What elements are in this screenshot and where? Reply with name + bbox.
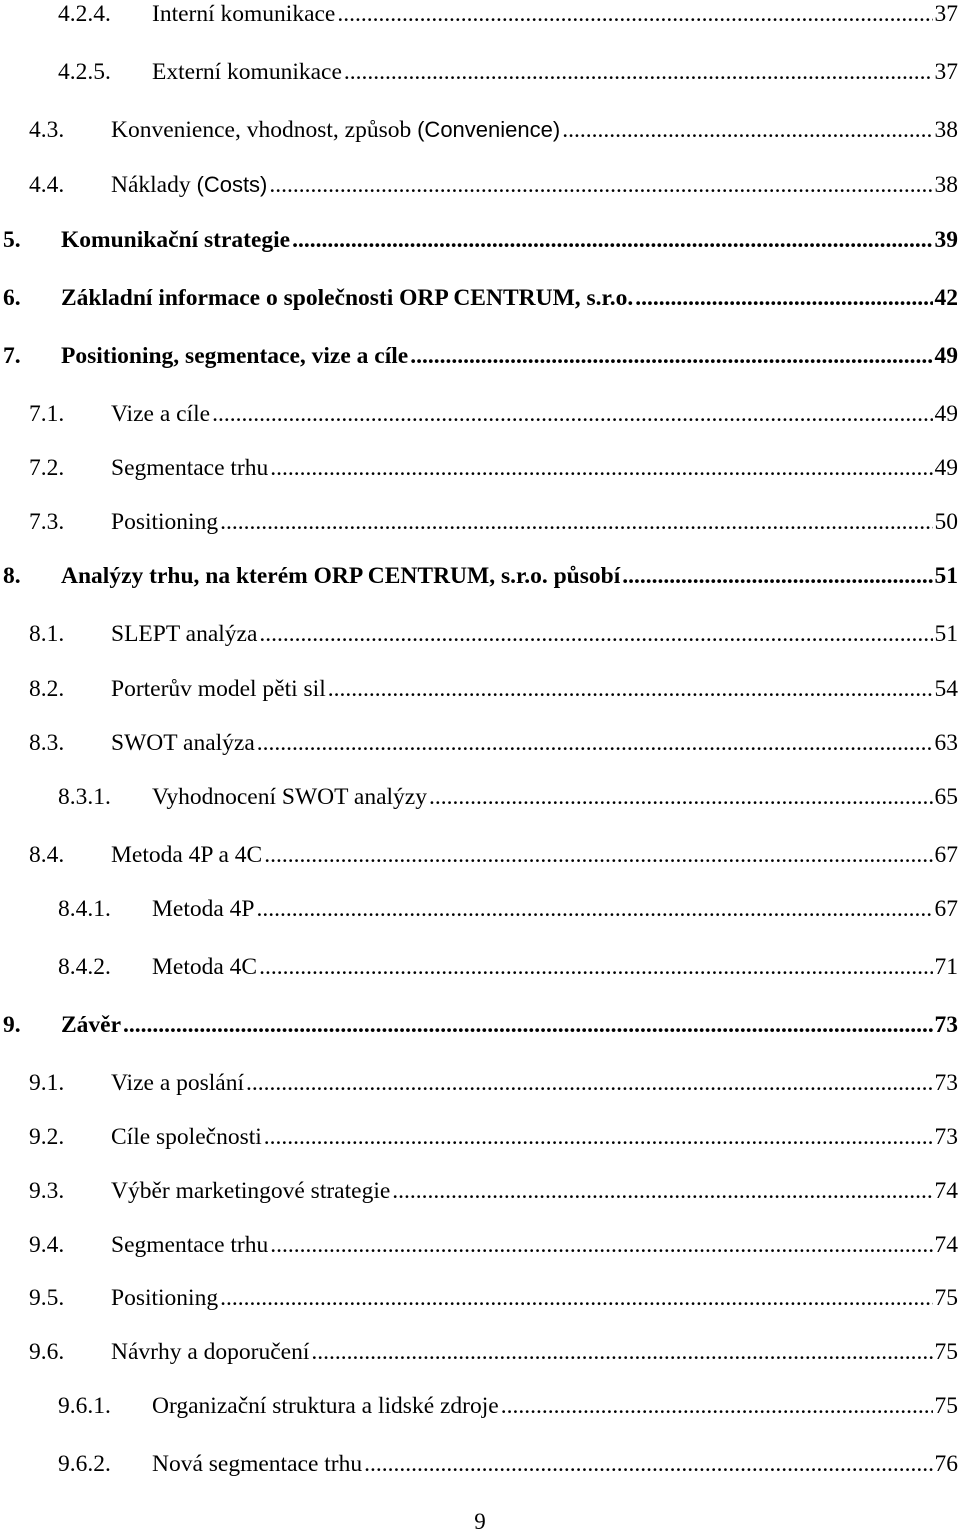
toc-entry-title: Vyhodnocení SWOT analýzy <box>152 783 427 811</box>
toc-entry-title: Základní informace o společnosti ORP CENTRUM, s.r.o. <box>61 284 633 312</box>
toc-entry-page: 50 <box>935 508 960 536</box>
dot-leader <box>259 620 932 648</box>
toc-entry-number: 9.6. <box>29 1338 111 1366</box>
dot-leader <box>246 1069 932 1097</box>
dot-leader <box>257 729 933 757</box>
toc-entry-title: Závěr <box>61 1011 121 1039</box>
dot-leader <box>337 0 932 28</box>
toc-entry-title-english: (Costs) <box>197 172 268 197</box>
toc-entry-title: Vize a cíle <box>111 400 210 428</box>
toc-entry-number: 4.3. <box>29 116 111 144</box>
toc-entry-title: Nová segmentace trhu <box>152 1450 362 1478</box>
toc-entry[interactable] <box>0 841 960 869</box>
toc-entry-title: Externí komunikace <box>152 58 342 86</box>
toc-entry-title: Metoda 4P a 4C <box>111 841 262 869</box>
toc-entry[interactable] <box>0 1231 960 1259</box>
dot-leader <box>622 562 932 590</box>
dot-leader <box>220 1284 932 1312</box>
dot-leader <box>123 1011 932 1039</box>
toc-entry[interactable] <box>0 58 960 86</box>
dot-leader <box>635 284 932 312</box>
toc-entry-number: 4.2.5. <box>58 58 152 86</box>
toc-entry[interactable] <box>0 675 960 703</box>
toc-entry[interactable] <box>0 342 960 370</box>
toc-entry-page: 67 <box>935 841 960 869</box>
toc-entry-number: 9. <box>0 1011 61 1039</box>
dot-leader <box>410 342 932 370</box>
toc-entry-page: 75 <box>935 1338 960 1366</box>
toc-entry-page: 63 <box>935 729 960 757</box>
toc-entry-page: 67 <box>935 895 960 923</box>
toc-entry-page: 73 <box>935 1069 960 1097</box>
toc-entry-page: 49 <box>935 400 960 428</box>
toc-entry-title: Interní komunikace <box>152 0 335 28</box>
dot-leader <box>259 953 932 981</box>
toc-entry[interactable] <box>0 1069 960 1097</box>
dot-leader <box>562 116 932 144</box>
toc-entry[interactable] <box>0 400 960 428</box>
toc-entry-number: 9.2. <box>29 1123 111 1151</box>
dot-leader <box>264 841 932 869</box>
toc-entry-number: 8. <box>0 562 61 590</box>
toc-entry-page: 73 <box>935 1123 960 1151</box>
toc-entry-title: Porterův model pěti sil <box>111 675 326 703</box>
toc-entry-page: 42 <box>935 284 960 312</box>
dot-leader <box>328 675 933 703</box>
toc-entry-number: 6. <box>0 284 61 312</box>
dot-leader <box>344 58 933 86</box>
page-number: 9 <box>0 1508 960 1536</box>
toc-entry-number: 7.1. <box>29 400 111 428</box>
toc-entry[interactable] <box>0 454 960 482</box>
toc-entry-title: Cíle společnosti <box>111 1123 262 1151</box>
toc-entry[interactable] <box>0 171 960 199</box>
toc-entry-title: SWOT analýza <box>111 729 255 757</box>
toc-entry-page: 71 <box>935 953 960 981</box>
toc-entry-number: 9.1. <box>29 1069 111 1097</box>
toc-entry-page: 49 <box>935 454 960 482</box>
toc-entry-number: 4.2.4. <box>58 0 152 28</box>
toc-entry[interactable] <box>0 1392 960 1420</box>
toc-entry[interactable] <box>0 620 960 648</box>
toc-entry-page: 76 <box>935 1450 960 1478</box>
dot-leader <box>212 400 932 428</box>
toc-entry-title: Positioning <box>111 1284 218 1312</box>
toc-entry-number: 9.3. <box>29 1177 111 1205</box>
toc-entry-number: 8.2. <box>29 675 111 703</box>
toc-entry-number: 9.5. <box>29 1284 111 1312</box>
toc-entry-page: 51 <box>935 562 960 590</box>
toc-entry[interactable] <box>0 562 960 590</box>
toc-entry-number: 8.3.1. <box>58 783 152 811</box>
toc-entry[interactable] <box>0 1177 960 1205</box>
toc-entry-title: Návrhy a doporučení <box>111 1338 309 1366</box>
dot-leader <box>292 226 932 254</box>
toc-entry-number: 9.4. <box>29 1231 111 1259</box>
toc-entry-title-main: Konvenience, vhodnost, způsob <box>111 117 417 143</box>
toc-entry[interactable] <box>0 508 960 536</box>
toc-entry[interactable] <box>0 1011 960 1039</box>
toc-entry-page: 38 <box>935 171 960 199</box>
toc-entry-title: Výběr marketingové strategie <box>111 1177 390 1205</box>
toc-entry-title <box>111 116 560 144</box>
toc-entry-title: Positioning, segmentace, vize a cíle <box>61 342 408 370</box>
toc-entry-page: 38 <box>935 116 960 144</box>
toc-entry-number: 5. <box>0 226 61 254</box>
toc-entry-title: SLEPT analýza <box>111 620 257 648</box>
toc-entry[interactable] <box>0 895 960 923</box>
toc-entry-title-main: Náklady <box>111 172 197 198</box>
toc-entry-page: 37 <box>935 58 960 86</box>
toc-entry-number: 7.3. <box>29 508 111 536</box>
toc-entry-title: Vize a poslání <box>111 1069 244 1097</box>
toc-entry[interactable] <box>0 1284 960 1312</box>
toc-entry-number: 7.2. <box>29 454 111 482</box>
toc-entry-page: 51 <box>935 620 960 648</box>
toc-entry[interactable] <box>0 1123 960 1151</box>
dot-leader <box>256 895 932 923</box>
toc-entry-title: Metoda 4P <box>152 895 254 923</box>
toc-entry[interactable] <box>0 1338 960 1366</box>
toc-entry[interactable] <box>0 729 960 757</box>
toc-entry[interactable] <box>0 1450 960 1478</box>
toc-entry-title: Analýzy trhu, na kterém ORP CENTRUM, s.r.o. působí <box>61 562 620 590</box>
dot-leader <box>429 783 933 811</box>
dot-leader <box>264 1123 933 1151</box>
toc-entry-page: 75 <box>935 1284 960 1312</box>
dot-leader <box>220 508 932 536</box>
toc-entry-page: 37 <box>935 0 960 28</box>
dot-leader <box>311 1338 932 1366</box>
dot-leader <box>270 1231 932 1259</box>
toc-entry[interactable] <box>0 783 960 811</box>
toc-entry-title: Metoda 4C <box>152 953 257 981</box>
dot-leader <box>392 1177 932 1205</box>
toc-entry-title: Segmentace trhu <box>111 454 268 482</box>
toc-entry-page: 65 <box>935 783 960 811</box>
toc-entry-page: 39 <box>935 226 960 254</box>
toc-entry-page: 73 <box>935 1011 960 1039</box>
toc-entry-page: 49 <box>935 342 960 370</box>
dot-leader <box>269 171 932 199</box>
toc-entry[interactable] <box>0 953 960 981</box>
toc-entry-title: Segmentace trhu <box>111 1231 268 1259</box>
toc-entry-number: 9.6.1. <box>58 1392 152 1420</box>
toc-entry-title-english: (Convenience) <box>417 117 560 142</box>
toc-entry-page: 54 <box>935 675 960 703</box>
toc-entry-number: 8.3. <box>29 729 111 757</box>
dot-leader <box>501 1392 933 1420</box>
toc-entry[interactable] <box>0 116 960 144</box>
toc-entry-number: 9.6.2. <box>58 1450 152 1478</box>
toc-entry-number: 8.4.2. <box>58 953 152 981</box>
toc-entry-number: 8.4.1. <box>58 895 152 923</box>
toc-entry[interactable] <box>0 226 960 254</box>
dot-leader <box>364 1450 932 1478</box>
toc-entry-number: 8.4. <box>29 841 111 869</box>
dot-leader <box>270 454 932 482</box>
toc-entry-title: Komunikační strategie <box>61 226 290 254</box>
toc-entry-title: Positioning <box>111 508 218 536</box>
toc-entry-page: 74 <box>935 1177 960 1205</box>
toc-entry-title <box>111 171 267 199</box>
toc-entry[interactable] <box>0 0 960 28</box>
toc-entry-number: 4.4. <box>29 171 111 199</box>
toc-entry-number: 8.1. <box>29 620 111 648</box>
toc-entry-page: 75 <box>935 1392 960 1420</box>
toc-entry-page: 74 <box>935 1231 960 1259</box>
toc-entry-title: Organizační struktura a lidské zdroje <box>152 1392 499 1420</box>
toc-entry[interactable] <box>0 284 960 312</box>
toc-entry-number: 7. <box>0 342 61 370</box>
